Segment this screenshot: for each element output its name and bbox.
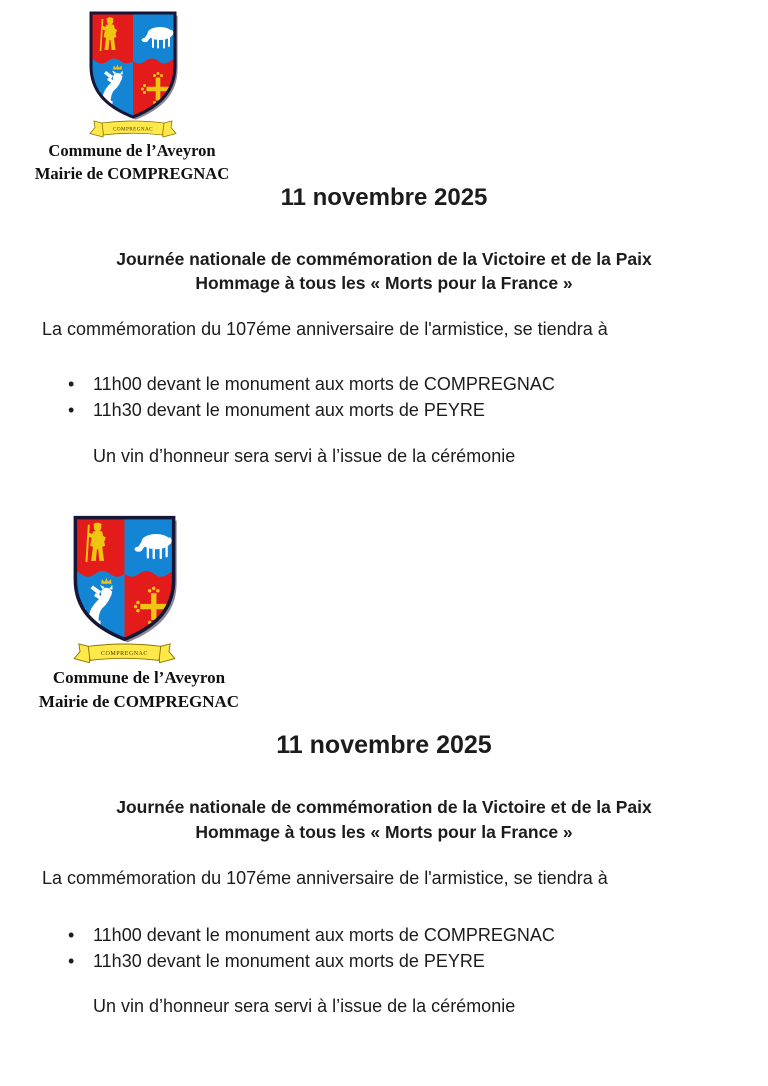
bullet-icon: •	[68, 400, 75, 420]
bullet-icon: •	[68, 951, 75, 971]
bullet-text: 11h00 devant le monument aux morts de COMPREGNAC	[93, 925, 555, 945]
closing-line: Un vin d’honneur sera servi à l’issue de la cérémonie	[93, 996, 516, 1016]
org-line-2: Mairie de COMPREGNAC	[34, 164, 230, 183]
subtitle-line-1: Journée nationale de commémoration de la Victoire et de la Paix	[116, 797, 652, 817]
date-title: 11 novembre 2025	[276, 731, 492, 759]
intro-paragraph: La commémoration du 107éme anniversaire de l'armistice, se tiendra à	[42, 868, 608, 888]
intro-paragraph: La commémoration du 107éme anniversaire de l'armistice, se tiendra à	[42, 319, 608, 339]
bullet-item	[68, 922, 708, 948]
subtitle	[0, 795, 768, 844]
subtitle-line-1: Journée nationale de commémoration de la Victoire et de la Paix	[116, 249, 652, 269]
bullet-list	[68, 922, 708, 974]
subtitle	[0, 247, 768, 295]
coat-of-arms	[66, 514, 183, 671]
bullet-item	[68, 948, 708, 974]
subtitle-line-2: Hommage à tous les « Morts pour la France »	[195, 821, 573, 842]
bullet-icon: •	[68, 925, 75, 945]
bullet-item	[68, 371, 708, 397]
bullet-icon: •	[68, 374, 75, 394]
bullet-list	[68, 371, 708, 423]
coat-of-arms	[83, 10, 183, 144]
bullet-item	[68, 397, 708, 423]
org-name	[20, 666, 258, 714]
org-line-1: Commune de l’Aveyron	[52, 668, 226, 687]
org-line-1: Commune de l’Aveyron	[48, 141, 216, 160]
subtitle-line-2: Hommage à tous les « Morts pour la France »	[195, 273, 573, 293]
org-line-2: Mairie de COMPREGNAC	[38, 692, 240, 711]
org-name	[18, 139, 246, 185]
date-title: 11 novembre 2025	[280, 184, 488, 211]
bullet-text: 11h00 devant le monument aux morts de COMPREGNAC	[93, 374, 555, 394]
bullet-text: 11h30 devant le monument aux morts de PEYRE	[93, 951, 485, 971]
bullet-text: 11h30 devant le monument aux morts de PEYRE	[93, 400, 485, 420]
closing-line: Un vin d’honneur sera servi à l’issue de la cérémonie	[93, 446, 516, 466]
